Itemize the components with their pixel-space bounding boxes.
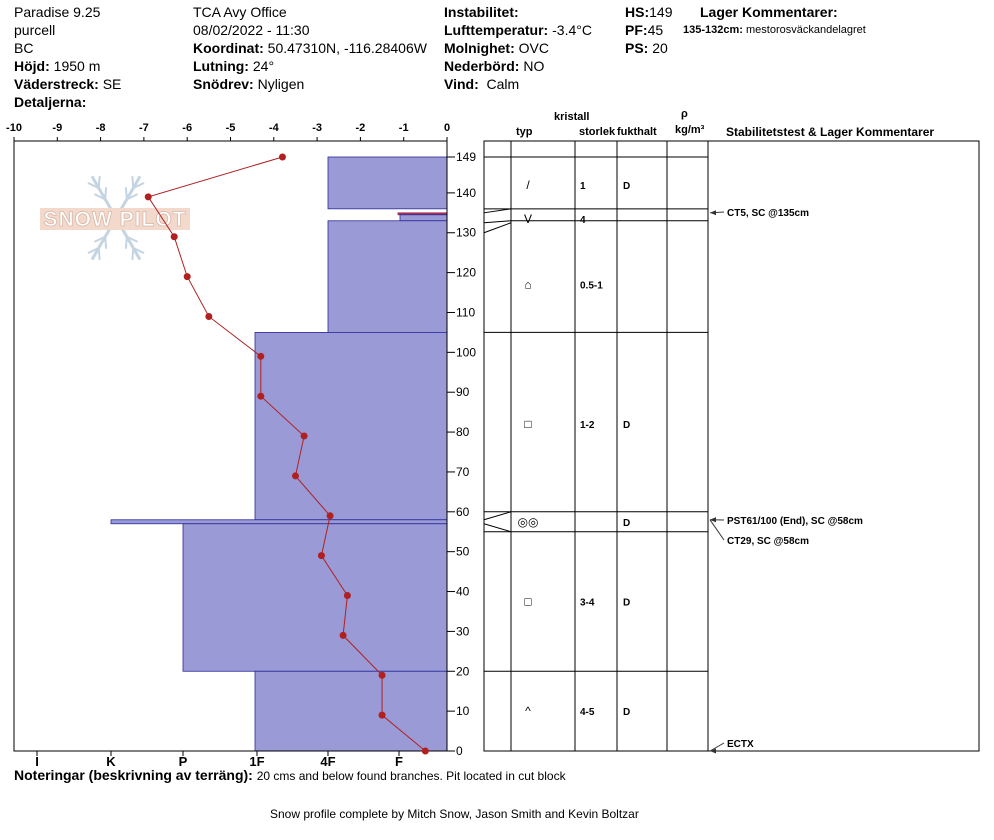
size-header: storlek bbox=[579, 126, 616, 138]
depth-tick-label: 100 bbox=[456, 345, 477, 360]
details-label: Detaljerna: bbox=[14, 94, 87, 110]
footer-credit: Snow profile complete by Mitch Snow, Jason Smith and Kevin Boltzar bbox=[270, 807, 639, 821]
depth-tick-label: 60 bbox=[456, 504, 470, 519]
instability-label: Instabilitet: bbox=[444, 4, 519, 20]
stability-test: CT29, SC @58cm bbox=[727, 536, 810, 547]
snowflake-branch bbox=[132, 176, 133, 188]
snowflake-branch bbox=[126, 237, 127, 249]
grain-size: 4 bbox=[580, 214, 586, 226]
temperature-point bbox=[422, 748, 429, 755]
depth-tick-label: 140 bbox=[456, 185, 477, 200]
temp-tick-label: -6 bbox=[182, 122, 193, 134]
grain-type-symbol: V bbox=[523, 211, 533, 226]
wind-value: Calm bbox=[486, 76, 520, 92]
type-header: typ bbox=[516, 126, 533, 138]
layer-comment-text: mestorosväckandelagret bbox=[746, 24, 866, 36]
boundary-connector bbox=[484, 512, 511, 520]
notes-label: Noteringar (beskrivning av terräng): bbox=[14, 767, 253, 783]
temp-tick-label: -1 bbox=[398, 122, 409, 134]
layer-table bbox=[484, 141, 979, 754]
depth-tick-label: 10 bbox=[456, 704, 470, 719]
grain-size: 3-4 bbox=[580, 597, 595, 609]
grain-size: 1 bbox=[580, 180, 586, 192]
temperature-point bbox=[257, 393, 264, 400]
depth-tick-label: 120 bbox=[456, 265, 477, 280]
hs-value: 149 bbox=[649, 4, 673, 20]
rho-header: ρ bbox=[681, 108, 688, 120]
hardness-bar bbox=[400, 215, 447, 221]
temperature-point bbox=[205, 313, 212, 320]
moisture-header: fukthalt bbox=[617, 126, 657, 138]
layer-comments-label: Lager Kommentarer: bbox=[700, 4, 838, 20]
stability-tests-header: Stabilitetstest & Lager Kommentarer bbox=[726, 125, 935, 139]
slope-label: Lutning: bbox=[193, 58, 249, 74]
slope-value: 24° bbox=[252, 58, 275, 74]
hardness-tick-label: P bbox=[178, 754, 188, 769]
temp-tick-label: -9 bbox=[52, 122, 63, 134]
moisture-value: D bbox=[623, 420, 631, 432]
temperature-point bbox=[171, 233, 178, 240]
depth-tick-label: 20 bbox=[456, 664, 470, 679]
temp-tick-label: -7 bbox=[139, 122, 149, 134]
grain-type-symbol: ◎◎ bbox=[517, 514, 539, 529]
grain-size: 4-5 bbox=[580, 707, 595, 719]
coord-value: 50.47310N, -116.28406W bbox=[267, 40, 427, 56]
elevation-value: 1950 m bbox=[53, 58, 101, 74]
depth-tick-label: 80 bbox=[456, 425, 470, 440]
depth-tick-label: 70 bbox=[456, 464, 470, 479]
stability-test: CT5, SC @135cm bbox=[727, 208, 810, 219]
moisture-value: D bbox=[623, 180, 631, 192]
precip-value: NO bbox=[523, 58, 545, 74]
temperature-point bbox=[327, 512, 334, 519]
moisture-value: D bbox=[623, 517, 631, 529]
stability-test: PST61/100 (End), SC @58cm bbox=[727, 516, 863, 527]
air-temp-label: Lufttemperatur: bbox=[444, 22, 549, 38]
hardness-bars bbox=[111, 157, 447, 751]
wind-load-value: Nyligen bbox=[257, 76, 305, 92]
grain-size: 0.5-1 bbox=[580, 280, 603, 292]
ps-value: 20 bbox=[652, 40, 668, 56]
temperature-point bbox=[257, 353, 264, 360]
hardness-bar bbox=[328, 157, 447, 209]
temp-tick-label: 0 bbox=[443, 122, 451, 134]
snowflake-branch bbox=[105, 187, 106, 199]
snowflake-branch bbox=[99, 248, 100, 260]
temperature-point bbox=[379, 712, 386, 719]
watermark-text: SNOW PILOT bbox=[43, 208, 187, 231]
hardness-bar bbox=[183, 524, 447, 672]
depth-tick-label: 110 bbox=[456, 305, 476, 320]
boundary-connector bbox=[484, 524, 511, 532]
elevation-label: Höjd: bbox=[14, 58, 50, 74]
snowpilot-watermark bbox=[40, 176, 190, 260]
hardness-bar bbox=[255, 671, 447, 751]
state-name: BC bbox=[14, 40, 34, 56]
temp-tick-label: -2 bbox=[355, 122, 366, 134]
hardness-tick-label: I bbox=[35, 754, 39, 769]
stability-test: ECTX bbox=[727, 739, 754, 750]
density-unit-header: kg/m³ bbox=[675, 124, 705, 136]
temp-tick-label: -4 bbox=[268, 122, 279, 134]
temperature-point bbox=[301, 433, 308, 440]
depth-tick-label: 30 bbox=[456, 624, 470, 639]
layer-comment-depth: 135-132cm: bbox=[683, 24, 743, 36]
grain-size: 1-2 bbox=[580, 420, 595, 432]
boundary-connector bbox=[484, 221, 511, 223]
aspect-value: SE bbox=[102, 76, 122, 92]
depth-tick-label: 90 bbox=[456, 385, 470, 400]
temperature-point bbox=[340, 632, 347, 639]
temperature-point bbox=[344, 592, 351, 599]
temperature-point bbox=[279, 154, 286, 161]
boundary-connector bbox=[484, 209, 511, 213]
precip-label: Nederbörd: bbox=[444, 58, 520, 74]
hs-label: HS: bbox=[625, 4, 650, 20]
observer: TCA Avy Office bbox=[193, 4, 287, 20]
temp-tick-label: -10 bbox=[6, 122, 22, 134]
pf-value: 45 bbox=[647, 22, 664, 38]
hardness-bar bbox=[255, 332, 447, 519]
wind-load-label: Snödrev: bbox=[193, 76, 254, 92]
grain-type-symbol: □ bbox=[524, 417, 532, 432]
moisture-value: D bbox=[623, 597, 631, 609]
moisture-value: D bbox=[623, 707, 631, 719]
temperature-point bbox=[379, 672, 386, 679]
test-leader bbox=[710, 520, 724, 540]
coord-label: Koordinat: bbox=[193, 40, 264, 56]
temp-tick-label: -3 bbox=[312, 122, 322, 134]
datetime: 08/02/2022 - 11:30 bbox=[193, 22, 310, 38]
hardness-bar bbox=[328, 221, 447, 333]
grain-type-symbol: ⌂ bbox=[524, 277, 532, 292]
notes-row bbox=[14, 767, 566, 784]
depth-tick-label: 50 bbox=[456, 544, 470, 559]
site-name: Paradise 9.25 bbox=[14, 4, 101, 20]
hardness-tick-label: 1F bbox=[249, 754, 265, 769]
aspect-label: Väderstreck: bbox=[14, 76, 99, 92]
hardness-tick-label: K bbox=[106, 754, 116, 769]
hardness-tick-label: F bbox=[395, 754, 403, 769]
pf-label: PF: bbox=[625, 22, 648, 38]
wind-label: Vind: bbox=[444, 76, 479, 92]
range-name: purcell bbox=[14, 22, 56, 38]
depth-tick-label: 40 bbox=[456, 584, 470, 599]
ps-label: PS: bbox=[625, 40, 649, 56]
grain-type-symbol: □ bbox=[524, 594, 532, 609]
temperature-point bbox=[184, 273, 191, 280]
depth-tick-label: 130 bbox=[456, 225, 477, 240]
depth-tick-label: 0 bbox=[456, 744, 463, 758]
table-border bbox=[484, 141, 979, 751]
hardness-tick-label: 4F bbox=[320, 754, 336, 769]
depth-tick-label: 149 bbox=[456, 150, 477, 164]
hardness-bar bbox=[111, 520, 447, 524]
temp-tick-label: -5 bbox=[225, 122, 236, 134]
sky-label: Molnighet: bbox=[444, 40, 515, 56]
snowflake-branch bbox=[126, 187, 127, 199]
snowflake-branch bbox=[99, 176, 100, 188]
snowflake-branch bbox=[132, 248, 133, 260]
grain-type-symbol: / bbox=[526, 177, 530, 192]
temperature-point bbox=[145, 193, 152, 200]
notes-text: 20 cms and below found branches. Pit located in cut block bbox=[256, 769, 566, 783]
air-temp-value: -3.4°C bbox=[552, 22, 592, 38]
temperature-point bbox=[318, 552, 325, 559]
boundary-connector bbox=[484, 223, 511, 233]
temperature-point bbox=[292, 472, 299, 479]
grain-type-symbol: ^ bbox=[525, 704, 531, 719]
sky-value: OVC bbox=[518, 40, 549, 56]
test-leader bbox=[710, 743, 724, 751]
snowflake-branch bbox=[105, 237, 106, 249]
temp-tick-label: -8 bbox=[95, 122, 106, 134]
test-arrow bbox=[710, 210, 716, 215]
crystal-header: kristall bbox=[554, 111, 590, 123]
